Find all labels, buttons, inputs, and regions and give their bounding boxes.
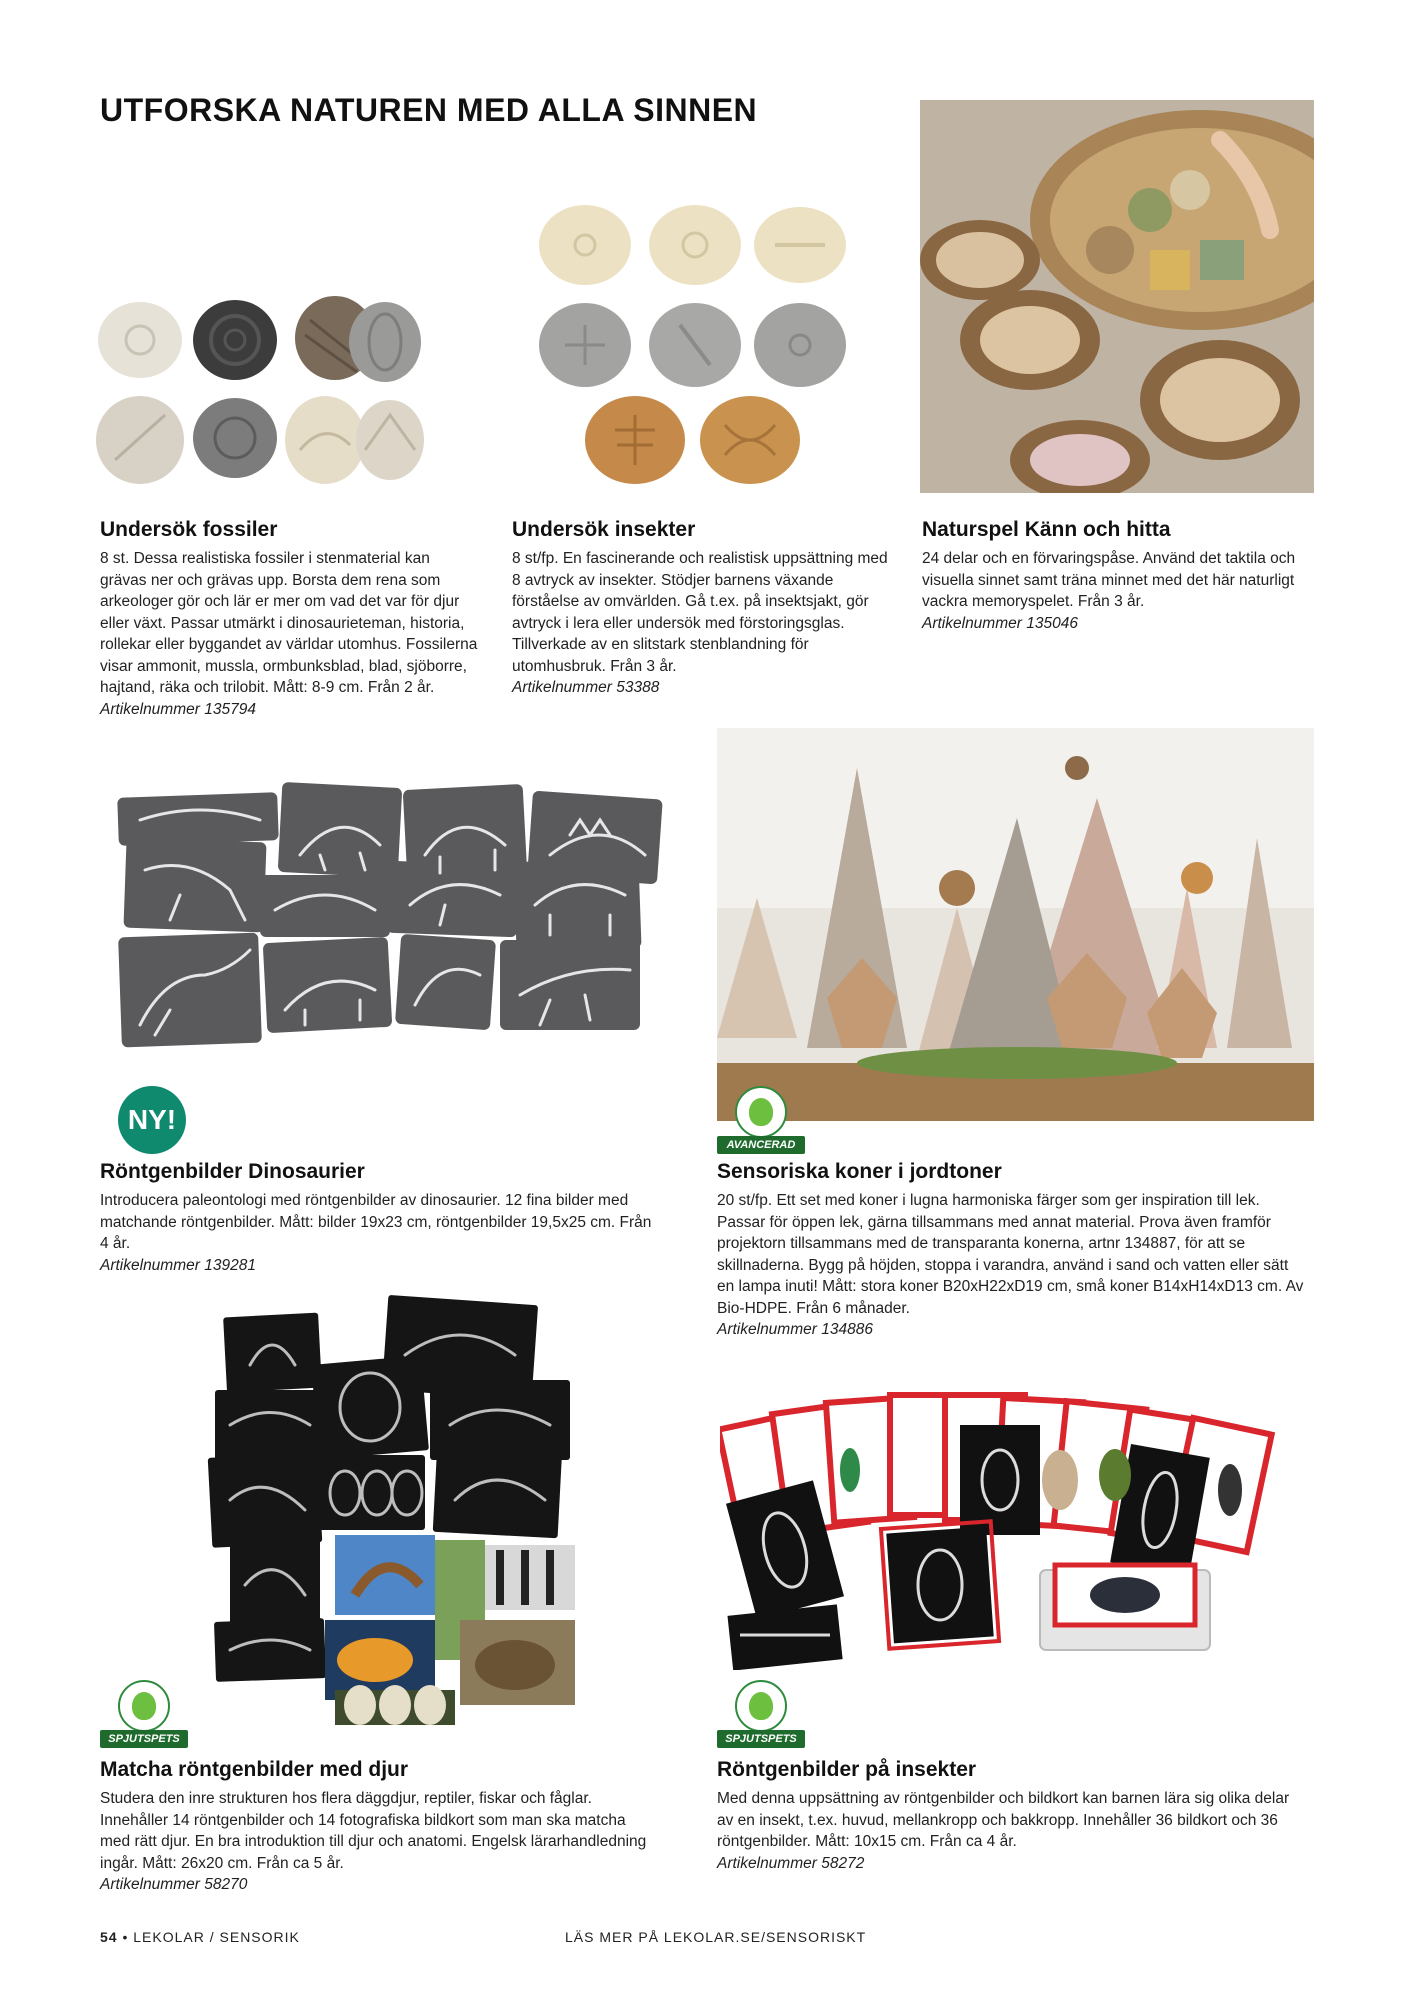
product-insect-xray <box>717 1758 1297 1874</box>
footer-bullet: • <box>122 1929 134 1945</box>
product-title: Röntgenbilder Dinosaurier <box>100 1160 365 1183</box>
footer-page-number: 54 <box>100 1929 118 1945</box>
footer-section-name: LEKOLAR / SENSORIK <box>133 1929 300 1945</box>
product-title: Naturspel Känn och hitta <box>922 518 1171 541</box>
seal-label: SPJUTSPETS <box>717 1730 805 1748</box>
article-number: Artikelnummer 58272 <box>717 1854 865 1872</box>
new-badge: NY! <box>118 1086 186 1154</box>
article-number: Artikelnummer 139281 <box>100 1256 256 1274</box>
sensory-cones-photo <box>717 728 1314 1121</box>
animal-xray-image <box>205 1295 595 1725</box>
product-dino-xray <box>100 1160 660 1276</box>
article-number: Artikelnummer 135794 <box>100 700 256 718</box>
product-description: 8 st/fp. En fascinerande och realistisk uppsättning med 8 avtryck av insekter. Stödjer barnens växande förståelse av omvärlden. Gå t.ex. på insektsjakt, gör avtryck i lera eller undersök med förstoringsglas. Tillverkade av en slitstark stenblandning för utomhusbruk. Från 3 år. <box>512 550 888 675</box>
product-description: Introducera paleontologi med röntgenbilder av dinosaurier. 12 fina bilder med matchande röntgenbilder. Mått: bilder 19x23 cm, röntgenbilder 19,5x25 cm. Från 4 år. <box>100 1192 652 1252</box>
insect-xray-cards-image <box>720 1380 1280 1670</box>
product-insects <box>512 518 892 699</box>
product-description: 20 st/fp. Ett set med koner i lugna harmoniska färger som ger inspiration till lek. Passar för öppen lek, gärna tillsammans med annat material. Prova även framför projektorn tillsammans med de transparanta konerna, artnr 134887, för att se skillnaderna. Bygg på höjden, stoppa i varandra, använd i sand och vatten eller sätt en lampa inuti! Mått: stora koner B20xH22xD19 cm, små koner B14xH14xD13 cm. Av Bio-HDPE. Från 6 månader. <box>717 1192 1304 1317</box>
product-description: Studera den inre strukturen hos flera däggdjur, reptiler, fiskar och fåglar. Innehåller 14 röntgenbilder och 14 fotografiska bildkort som man ska matcha med rätt djur. En bra introduktion till djur och anatomi. Engelsk lärarhandledning ingår. Mått: 26x20 cm. Från ca 5 år. <box>100 1790 647 1872</box>
product-title: Röntgenbilder på insekter <box>717 1758 977 1781</box>
article-number: Artikelnummer 58270 <box>100 1876 248 1893</box>
insect-stones-image <box>535 200 855 490</box>
product-animal-xray <box>100 1758 660 1896</box>
smiley-icon <box>749 1098 773 1126</box>
product-title: Sensoriska koner i jordtoner <box>717 1160 1002 1183</box>
product-title: Undersök fossiler <box>100 518 278 541</box>
seal-label: SPJUTSPETS <box>100 1730 188 1748</box>
product-title: Undersök insekter <box>512 518 696 541</box>
page-title: UTFORSKA NATUREN MED ALLA SINNEN <box>100 92 758 128</box>
product-fossils <box>100 518 480 720</box>
giftfri-seal-spjutspets-1 <box>100 1680 188 1756</box>
product-memory-game <box>922 518 1314 634</box>
article-number: Artikelnummer 135046 <box>922 614 1078 632</box>
giftfri-seal-spjutspets-2 <box>717 1680 805 1756</box>
footer-link[interactable]: LÄS MER PÅ LEKOLAR.SE/SENSORISKT <box>565 1929 867 1945</box>
product-description: Med denna uppsättning av röntgenbilder och bildkort kan barnen lära sig olika delar av en insekt, t.ex. huvud, mellankropp och bakkropp. Innehåller 36 bildkort och 36 röntgenbilder. Mått: 10x15 cm. Från ca 4 år. <box>717 1790 1290 1850</box>
footer-section <box>100 1929 300 1945</box>
product-title: Matcha röntgenbilder med djur <box>100 1758 409 1781</box>
product-description: 8 st. Dessa realistiska fossiler i stenmaterial kan grävas ner och grävas upp. Borsta dem rena som arkeologer gör och lär er mer om vad det var för djur eller växt. Passar utmärkt i dinosaurieteman, historia, rollekar eller byggandet av världar utomhus. Fossilerna visar ammonit, mussla, ormbunksblad, blad, sjöborre, hajtand, räka och trilobit. Mått: 8-9 cm. Från 2 år. <box>100 550 478 696</box>
product-description: 24 delar och en förvaringspåse. Använd det taktila och visuella sinnet samt träna minnet med det här naturligt vackra memoryspelet. Från 3 år. <box>922 550 1296 610</box>
memory-game-photo <box>920 100 1314 493</box>
giftfri-seal-avancerad <box>717 1086 805 1162</box>
dinosaur-xray-image <box>110 775 670 1050</box>
product-sensory-cones <box>717 1160 1307 1341</box>
smiley-icon <box>132 1692 156 1720</box>
smiley-icon <box>749 1692 773 1720</box>
seal-label: AVANCERAD <box>717 1136 805 1154</box>
fossils-image <box>95 290 425 500</box>
article-number: Artikelnummer 53388 <box>512 679 660 696</box>
article-number: Artikelnummer 134886 <box>717 1321 873 1338</box>
